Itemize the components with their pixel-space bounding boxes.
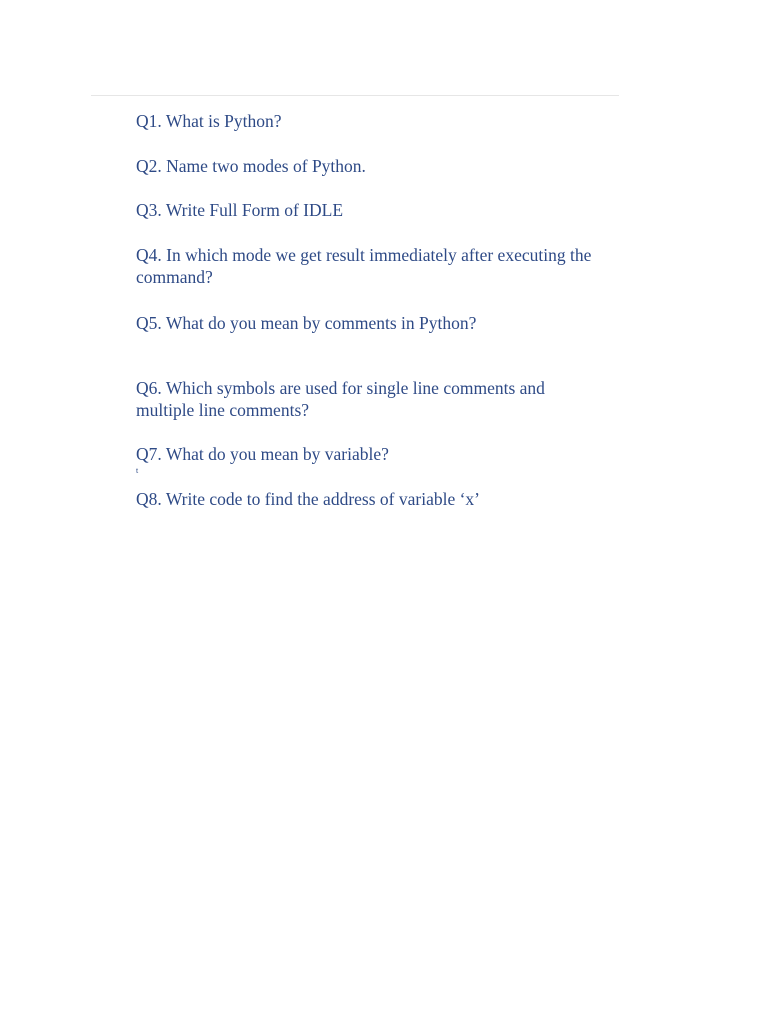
question-7: Q7. What do you mean by variable? — [136, 444, 389, 464]
question-6: Q6. Which symbols are used for single line comments and multiple line comments? — [136, 378, 545, 420]
question-1: Q1. What is Python? — [136, 111, 282, 131]
question-2: Q2. Name two modes of Python. — [136, 156, 366, 176]
top-divider — [91, 95, 619, 96]
question-3: Q3. Write Full Form of IDLE — [136, 200, 344, 220]
question-5: Q5. What do you mean by comments in Python? — [136, 313, 477, 333]
question-8: Q8. Write code to find the address of variable ‘x’ — [136, 489, 480, 509]
question-4: Q4. In which mode we get result immediately after executing the command? — [136, 245, 592, 287]
stray-mark: t — [136, 466, 139, 475]
